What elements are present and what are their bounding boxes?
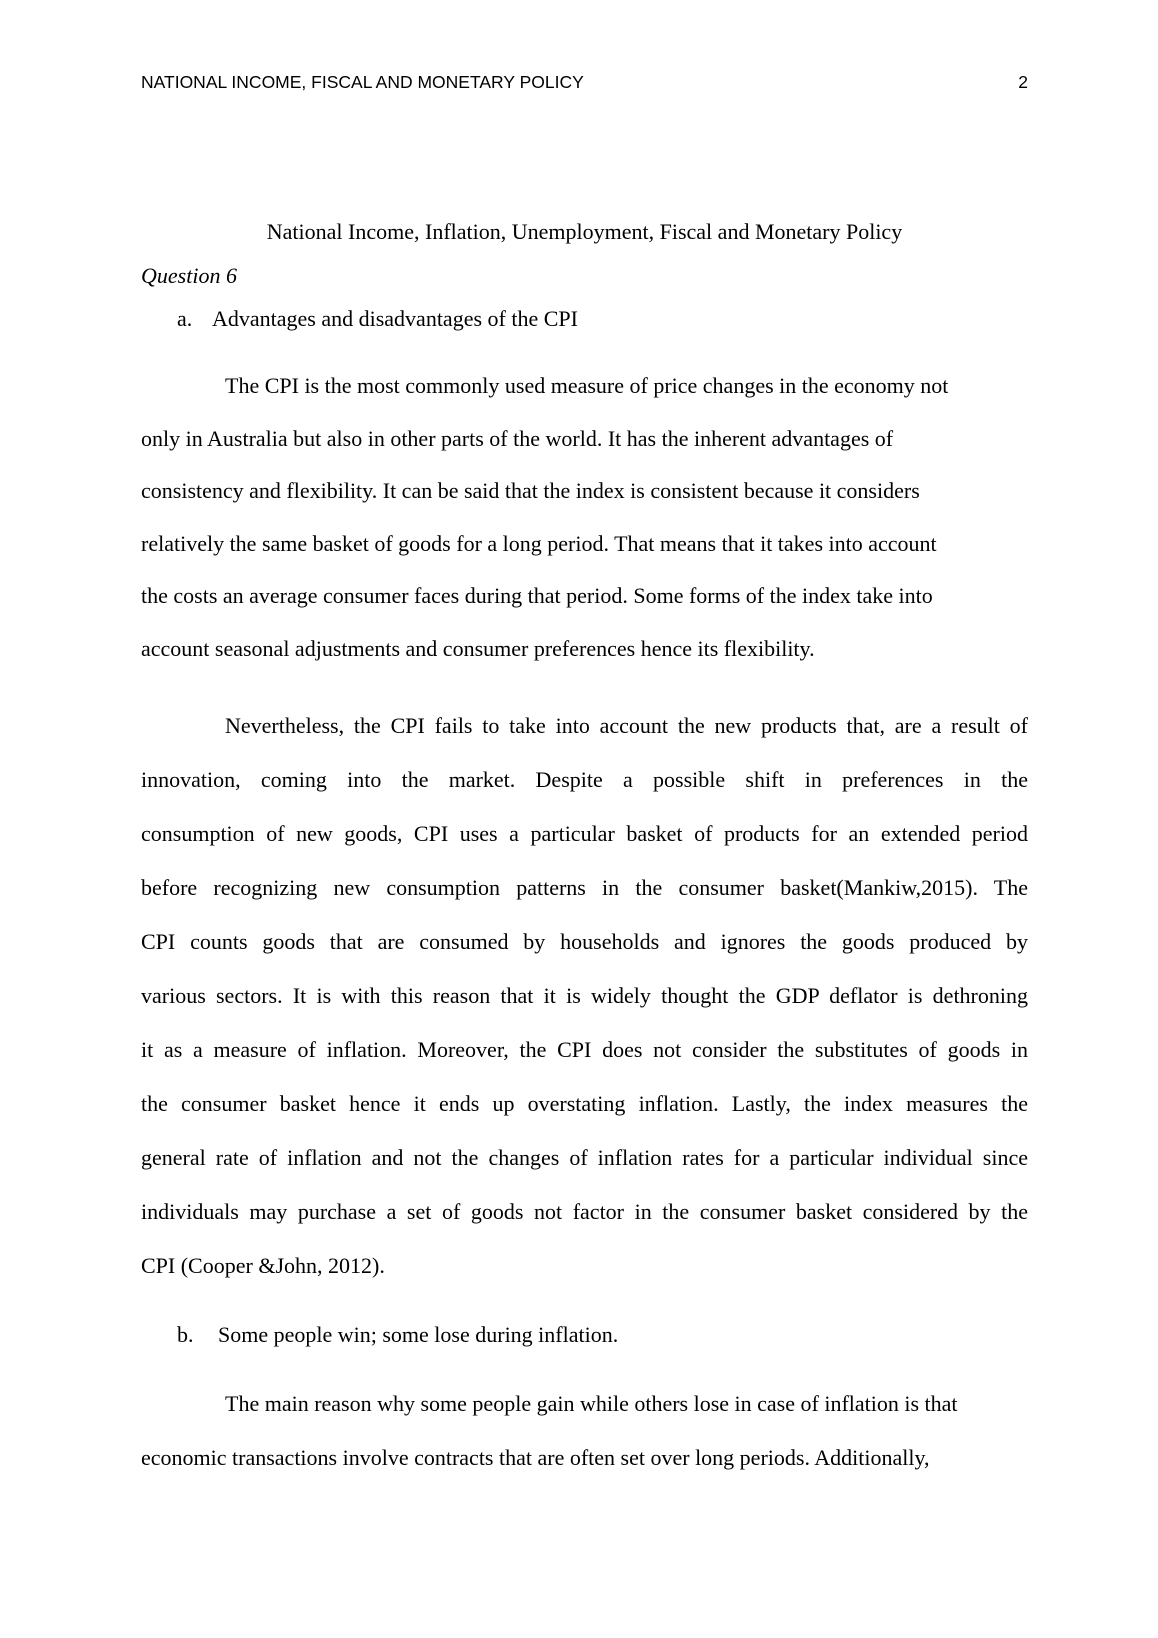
paragraph-line: only in Australia but also in other parts of the world. It has the inherent advantages of bbox=[141, 426, 894, 451]
paragraph-line: consumption of new goods, CPI uses a particular basket of products for an extended period bbox=[141, 821, 1028, 846]
paragraph-line: Nevertheless, the CPI fails to take into account the new products that, are a result of bbox=[225, 713, 1028, 738]
page-number: 2 bbox=[1018, 72, 1028, 92]
paragraph-line: before recognizing new consumption patterns in the consumer basket(Mankiw,2015). The bbox=[141, 875, 1028, 900]
question-heading: Question 6 bbox=[141, 263, 237, 288]
paragraph-line: it as a measure of inflation. Moreover, the CPI does not consider the substitutes of goods in bbox=[141, 1037, 1028, 1062]
document-title: National Income, Inflation, Unemployment, Fiscal and Monetary Policy bbox=[266, 219, 903, 244]
paragraph-line: general rate of inflation and not the changes of inflation rates for a particular individual since bbox=[141, 1145, 1028, 1170]
list-item-b-label: Some people win; some lose during inflation. bbox=[218, 1322, 619, 1347]
list-marker-a: a. bbox=[177, 306, 193, 331]
paragraph-line: CPI counts goods that are consumed by households and ignores the goods produced by bbox=[141, 929, 1028, 954]
list-item-a-label: Advantages and disadvantages of the CPI bbox=[212, 306, 578, 331]
paragraph-line: relatively the same basket of goods for a long period. That means that it takes into account bbox=[141, 531, 937, 556]
running-header bbox=[141, 70, 1028, 94]
paragraph-line: innovation, coming into the market. Despite a possible shift in preferences in the bbox=[141, 767, 1028, 792]
paragraph-line: the costs an average consumer faces during that period. Some forms of the index take into bbox=[141, 583, 933, 608]
paragraph-line: account seasonal adjustments and consumer preferences hence its flexibility. bbox=[141, 636, 815, 661]
paragraph-line: economic transactions involve contracts that are often set over long periods. Additionally, bbox=[141, 1445, 930, 1470]
paragraph-line: the consumer basket hence it ends up overstating inflation. Lastly, the index measures the bbox=[141, 1091, 1028, 1116]
paragraph-line: The main reason why some people gain while others lose in case of inflation is that bbox=[225, 1391, 958, 1416]
paragraph-line: CPI (Cooper &John, 2012). bbox=[141, 1253, 385, 1278]
list-marker-b: b. bbox=[177, 1322, 194, 1347]
paragraph-line: individuals may purchase a set of goods not factor in the consumer basket considered by the bbox=[141, 1199, 1028, 1224]
running-title: NATIONAL INCOME, FISCAL AND MONETARY POLICY bbox=[141, 72, 584, 92]
paragraph-line: various sectors. It is with this reason that it is widely thought the GDP deflator is dethroning bbox=[141, 983, 1028, 1008]
paragraph-line: The CPI is the most commonly used measure of price changes in the economy not bbox=[225, 373, 949, 398]
paragraph-line: consistency and flexibility. It can be said that the index is consistent because it considers bbox=[141, 478, 920, 503]
